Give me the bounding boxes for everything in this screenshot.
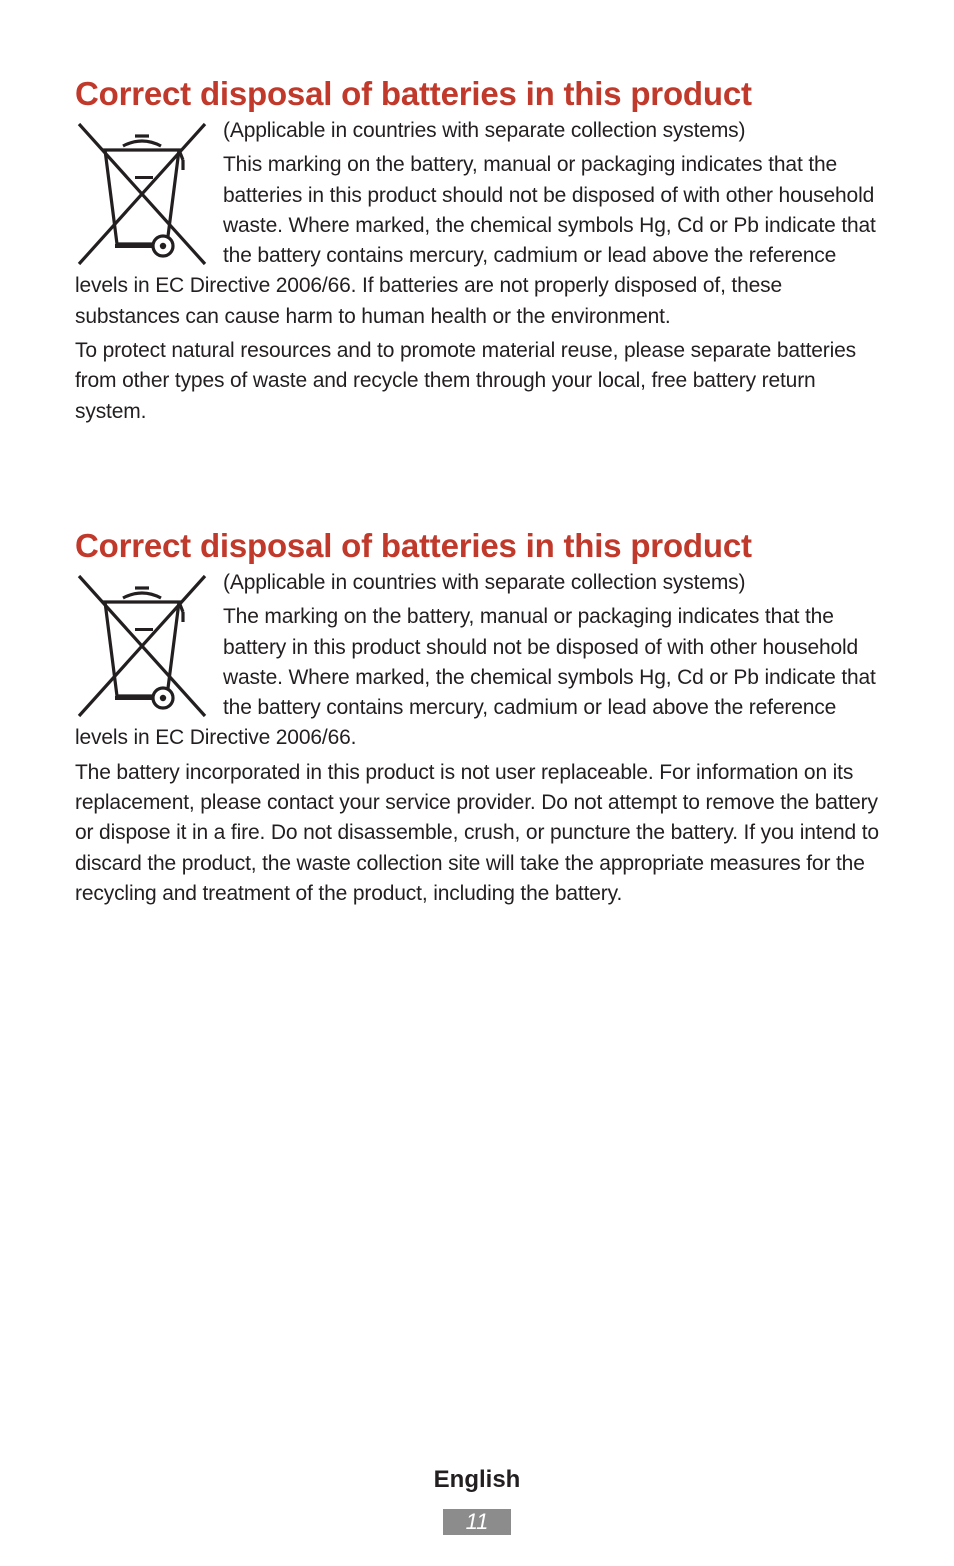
section-heading: Correct disposal of batteries in this product — [75, 527, 752, 564]
battery-disposal-section-1 — [75, 72, 885, 431]
crossed-out-wheelie-bin-icon — [75, 572, 209, 722]
disposal-description: The marking on the battery, manual or packaging indicates that the battery in this product should not be disposed of with other household waste. Where marked, the chemical symbols Hg, Cd or Pb indicate that the battery contains mercury, cadmium or lead above the reference levels in EC Directive 2006/66. — [75, 605, 876, 750]
disposal-description: This marking on the battery, manual or packaging indicates that the batteries in this product should not be disposed of with other household waste. Where marked, the chemical symbols Hg, Cd or Pb indicate that the battery contains mercury, cadmium or lead above the reference levels in EC Directive 2006/66. If batteries are not properly disposed of, these substances can cause harm to human health or the environment. — [75, 153, 876, 328]
applicability-note: (Applicable in countries with separate collection systems) — [223, 571, 746, 594]
footer-language: English — [433, 1466, 521, 1493]
section-heading: Correct disposal of batteries in this product — [75, 75, 752, 112]
replacement-warning: The battery incorporated in this product is not user replaceable. For information on its replacement, please contact your service provider. Do not attempt to remove the battery or dispose it in a fire. Do not disassemble, crush, or puncture the battery. If you intend to discard the product, the waste collection site will take the appropriate measures for the recycling and treatment of the product, including the battery. — [75, 760, 879, 905]
applicability-note: (Applicable in countries with separate collection systems) — [223, 119, 746, 142]
battery-disposal-section-2 — [75, 524, 885, 913]
crossed-out-wheelie-bin-icon — [75, 120, 209, 270]
page-number: 11 — [443, 1509, 511, 1535]
recycling-instruction: To protect natural resources and to promote material reuse, please separate batteries from other types of waste and recycle them through your local, free battery return system. — [75, 339, 857, 423]
